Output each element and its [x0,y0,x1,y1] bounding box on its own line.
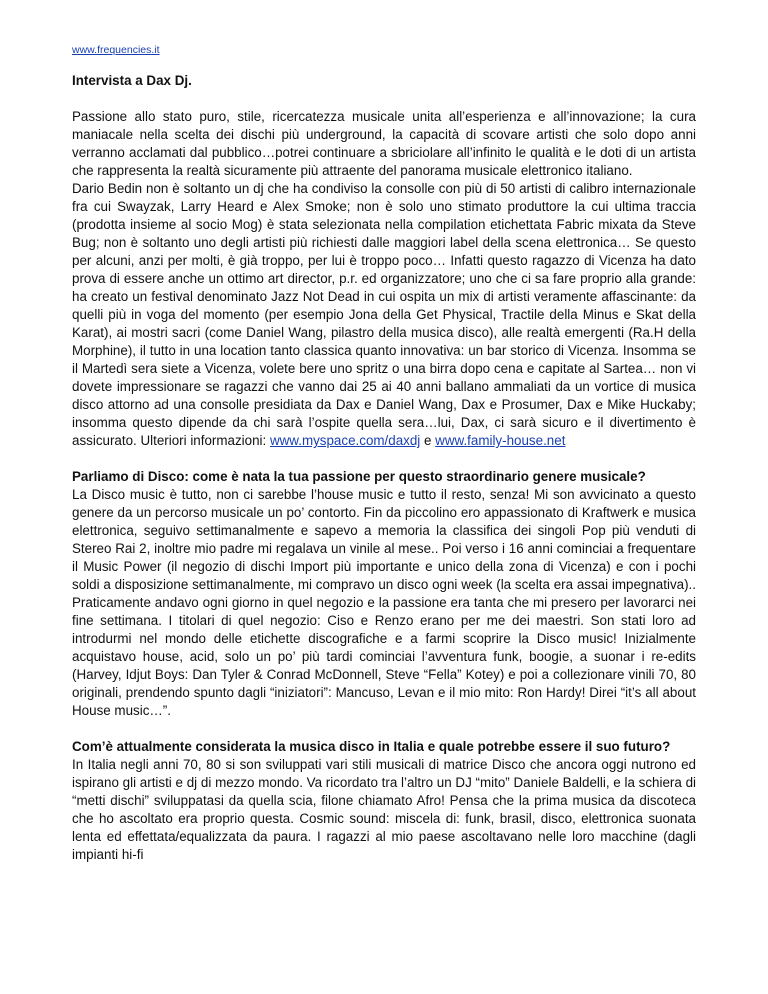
answer-2: In Italia negli anni 70, 80 si son sviluppati vari stili musicali di matrice Disco che ancora oggi nutrono ed ispirano gli artisti e dj di mezzo mondo. Va ricordato tra l’altro un DJ “mito” Daniele Baldelli, e la schiera di “metti dischi” sviluppatasi da quella scia, filone chiamato Afro! Pensa che la prima musica da discoteca che ho ascoltato era proprio questa. Cosmic sound: miscela di: funk, brasil, disco, elettronica suonata lenta ed effettata/equalizzata da paura. I ragazzi al mio paese ascoltavano nelle loro macchine (dagli impianti hi-fi [72,757,696,862]
intro-paragraph-2 [72,180,696,450]
intro-section [72,108,696,450]
question-2: Com’è attualmente considerata la musica disco in Italia e quale potrebbe essere il suo futuro? [72,739,671,754]
site-header-link[interactable]: www.frequencies.it [72,44,160,56]
family-house-link[interactable]: www.family-house.net [435,433,566,448]
answer-1: La Disco music è tutto, non ci sarebbe l’house music e tutto il resto, senza! Mi son avvicinato a questo genere da un percorso musicale un po’ contorto. Fin da piccolino ero appassionato di Kraftwerk e musica elettronica, seguivo settimanalmente e sapevo a memoria la classifica dei singoli Pop più venduti di Stereo Rai 2, inoltre mio padre mi regalava un vinile al mese.. Poi verso i 16 anni cominciai a frequentare il Music Power (il negozio di dischi Import più importante e unico della zona di Vicenza) e con i pochi soldi a disposizione settimanalmente, mi compravo un disco ogni week (la scelta era assai impegnativa).. Praticamente andavo ogni giorno in quel negozio e la passione era tanta che mi presero per lavorarci nei fine settimana. I titolari di quel negozio: Ciso e Renzo erano per me dei maestri. Son stati loro ad introdurmi nel mondo delle etichette discografiche e a farmi scoprire la Disco music! Inizialmente acquistavo house, acid, solo un po’ più tardi cominciai l’avventura funk, boogie, a suonar i re-edits (Harvey, Idjut Boys: Dan Tyler & Conrad McDonnell, Steve “Fella” Kotey) e poi a collezionare vinili 70, 80 originali, prendendo spunto dagli “iniziatori”: Mancuso, Levan e il mio mito: Ron Hardy! Direi “it’s all about House music…”. [72,487,696,718]
document-page [72,40,696,882]
myspace-link[interactable]: www.myspace.com/daxdj [269,433,421,448]
intro-paragraph-1: Passione allo stato puro, stile, ricercatezza musicale unita all’esperienza e all’innovazione; la cura maniacale nella scelta dei dischi più underground, la capacità di scovare artisti che solo dopo anni verranno acclamati dal pubblico…potrei continuare a sbriciolare all’infinito le qualità e le doti di un artista che rappresenta la realtà sicuramente più attraente del panorama musicale elettronico italiano. [72,109,696,178]
intro-paragraph-2-text: Dario Bedin non è soltanto un dj che ha condiviso la consolle con più di 50 artisti di calibro internazionale fra cui Swayzak, Larry Heard e Alex Smoke; non è solo uno stimato produttore la cui ultima traccia (prodotta insieme al socio Mog) è stata selezionata nella compilation etichettata Fabric mixata da Steve Bug; non è soltanto uno degli artisti più richiesti dalle maggiori label della scena elettronica… Se questo per alcuni, anzi per molti, è già troppo, per lui è troppo poco… Infatti questo ragazzo di Vicenza ha dato prova di essere anche un ottimo art director, p.r. ed organizzatore; uno che ci sa fare proprio alla grande: ha creato un festival denominato Jazz Not Dead in cui ospita un mix di artisti veramente affascinante: da quelli più in voga del momento (per esempio Jona della Get Physical, Tractile della Minus e Skat della Karat), ai mostri sacri (come Daniel Wang, pilastro della musica disco), alle realtà emergenti (Ra.H della Morphine), il tutto in una location tanto classica quanto innovativa: un bar storico di Vicenza. Insomma se il Martedì sera siete a Vicenza, volete bere uno spritz o una birra dopo cena e capitate al Sartea… non vi dovete impressionare se ragazzi che vanno dai 25 ai 40 anni ballano ammaliati da un vortice di musica disco attorno ad una consolle presidiata da Dax e Daniel Wang, Dax e Prosumer, Dax e Mike Huckaby; insomma questo dipende da chi sarà l’ospite quella sera…lui, Dax, ci sarà sicuro e il divertimento è assicurato. Ulteriori informazioni: [72,181,696,448]
question-1: Parliamo di Disco: come è nata la tua passione per questo straordinario genere musicale? [72,469,646,484]
interview-title: Intervista a Dax Dj. [72,73,192,88]
link-joiner: e [420,433,436,448]
qa-section-1 [72,468,696,720]
qa-section-2 [72,738,696,864]
